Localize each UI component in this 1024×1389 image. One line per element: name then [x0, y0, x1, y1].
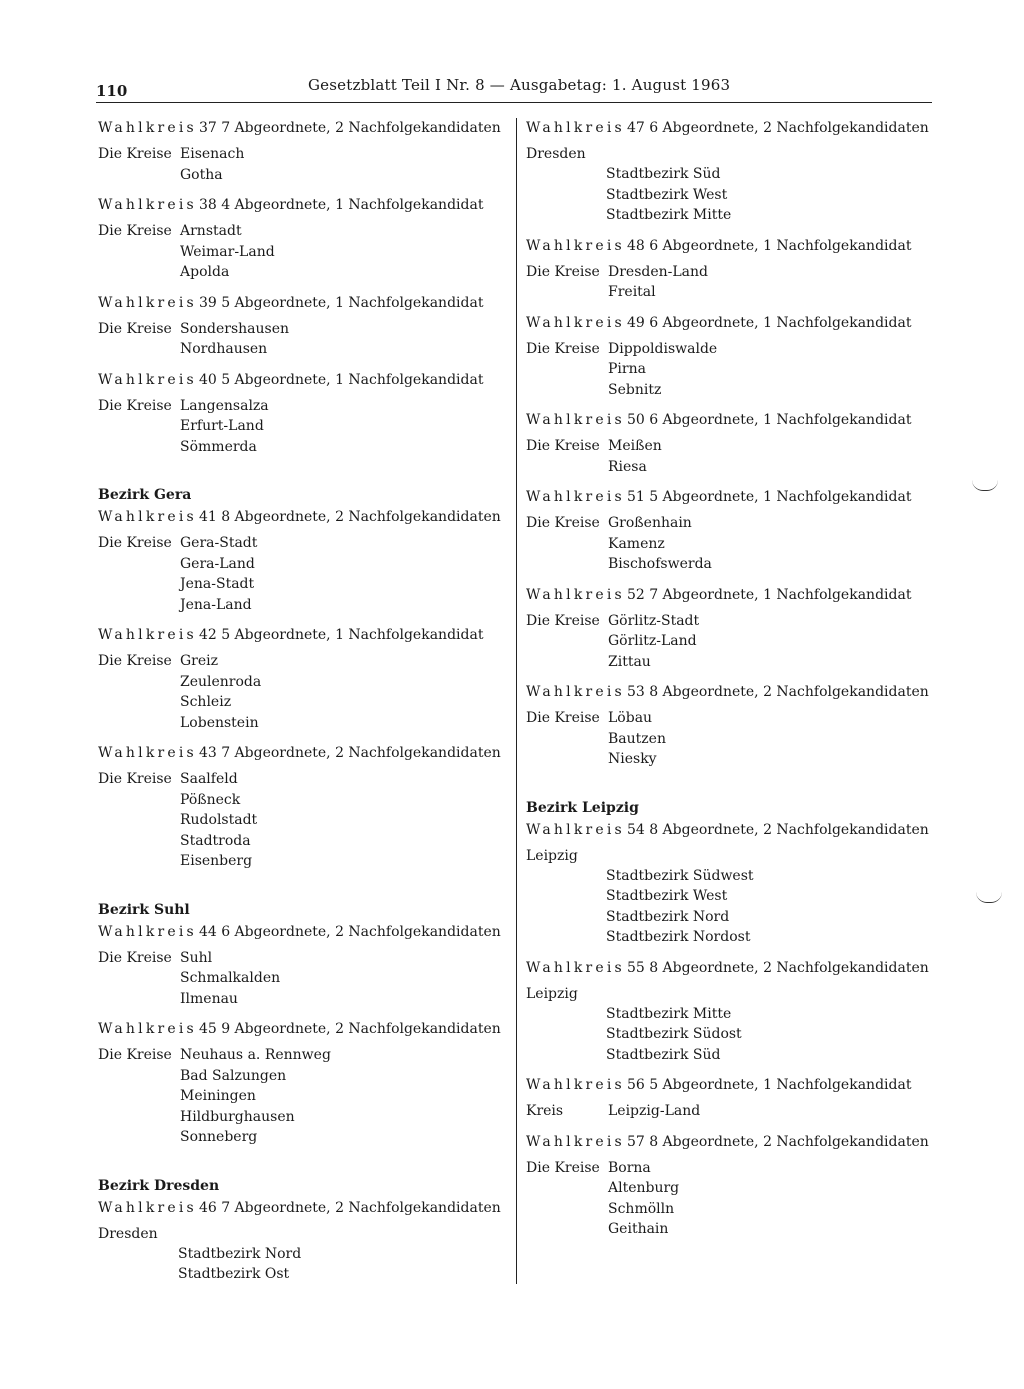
kreis-row	[526, 380, 946, 401]
wahlkreis-body	[526, 144, 946, 226]
stadtbezirk-name: Stadtbezirk Ost	[178, 1266, 290, 1282]
wahlkreis-body	[98, 221, 518, 283]
city-name: Leipzig	[526, 847, 578, 864]
kreis-row	[526, 513, 946, 534]
kreis-name: Sondershausen	[180, 320, 290, 337]
kreis-name: Geithain	[608, 1221, 669, 1237]
kreis-name: Gera-Stadt	[180, 535, 258, 551]
kreis-name: Borna	[608, 1159, 651, 1176]
kreis-name: Leipzig-Land	[608, 1103, 701, 1119]
wahlkreis-seats: 46 7 Abgeordnete, 2 Nachfolgekandidaten	[198, 1199, 501, 1216]
kreis-name: Ilmenau	[180, 990, 238, 1007]
margin-mark	[972, 480, 998, 491]
kreis-prefix: Die Kreise	[526, 710, 600, 726]
wahlkreis-block	[98, 118, 518, 185]
wahlkreis-seats: 56 5 Abgeordnete, 1 Nachfolgekandidat	[626, 1077, 912, 1093]
wahlkreis-block	[526, 313, 946, 401]
kreis-prefix-blank	[98, 692, 180, 713]
wahlkreis-heading	[526, 820, 946, 840]
wahlkreis-seats: 49 6 Abgeordnete, 1 Nachfolgekandidat	[626, 314, 912, 331]
kreis-prefix: Die Kreise	[526, 1159, 600, 1176]
wahlkreis-label: Wahlkreis	[98, 371, 197, 388]
wahlkreis-label: Wahlkreis	[526, 1133, 625, 1150]
stadtbezirk-name: Stadtbezirk Mitte	[606, 1005, 732, 1022]
stadtbezirk-name: Stadtbezirk Nordost	[606, 929, 751, 945]
wahlkreis-body	[98, 396, 518, 458]
kreis-prefix-blank	[526, 380, 608, 401]
kreis-name: Görlitz-Stadt	[608, 612, 700, 629]
kreis-row	[98, 651, 518, 672]
kreis-prefix: Die Kreise	[526, 340, 600, 357]
kreis-row	[526, 436, 946, 457]
kreis-prefix-blank	[526, 554, 608, 575]
wahlkreis-body	[98, 651, 518, 733]
kreis-prefix-blank	[98, 831, 180, 852]
wahlkreis-heading	[526, 313, 946, 333]
wahlkreis-seats: 55 8 Abgeordnete, 2 Nachfolgekandidaten	[626, 959, 929, 976]
kreis-name: Freital	[608, 284, 656, 300]
stadtbezirk-name: Stadtbezirk Süd	[606, 166, 721, 182]
kreis-row	[526, 457, 946, 478]
stadtbezirk-name: Stadtbezirk Nord	[606, 908, 730, 925]
wahlkreis-block	[98, 370, 518, 458]
stadtbezirk-name: Stadtbezirk Südwest	[606, 867, 754, 884]
wahlkreis-body	[98, 1045, 518, 1148]
kreis-row	[526, 749, 946, 770]
bezirk-heading: Bezirk Suhl	[98, 901, 190, 918]
kreis-row	[526, 1158, 946, 1179]
wahlkreis-block	[526, 487, 946, 575]
kreis-row	[98, 769, 518, 790]
stadtbezirk-name: Stadtbezirk Mitte	[606, 207, 732, 223]
kreis-prefix: Die Kreise	[526, 263, 600, 280]
wahlkreis-body	[526, 339, 946, 401]
wahlkreis-label: Wahlkreis	[98, 509, 197, 525]
wahlkreis-label: Wahlkreis	[98, 197, 197, 213]
kreis-row	[98, 144, 518, 165]
wahlkreis-heading	[526, 1132, 946, 1152]
kreis-prefix: Die Kreise	[98, 653, 172, 669]
kreis-prefix-blank	[526, 457, 608, 478]
city-name: Leipzig	[526, 985, 578, 1002]
kreis-name: Schmölln	[608, 1200, 675, 1217]
wahlkreis-block	[98, 1019, 518, 1148]
kreis-row	[98, 165, 518, 186]
wahlkreis-heading	[98, 370, 518, 390]
wahlkreis-seats: 42 5 Abgeordnete, 1 Nachfolgekandidat	[198, 627, 484, 643]
kreis-row	[526, 262, 946, 283]
kreis-name: Bautzen	[608, 730, 666, 747]
kreis-row	[526, 1101, 946, 1122]
margin-mark	[976, 892, 1002, 903]
kreis-row	[526, 554, 946, 575]
kreis-name: Bischofswerda	[608, 556, 712, 572]
kreis-name: Sömmerda	[180, 438, 257, 455]
wahlkreis-body	[98, 769, 518, 872]
kreis-name: Pößneck	[180, 791, 241, 808]
wahlkreis-body	[98, 319, 518, 360]
kreis-prefix-blank	[526, 652, 608, 673]
bezirk-heading: Bezirk Leipzig	[526, 799, 639, 816]
kreis-row	[98, 396, 518, 417]
kreis-row	[98, 831, 518, 852]
kreis-row	[98, 713, 518, 734]
city-name: Dresden	[526, 146, 586, 162]
wahlkreis-seats: 47 6 Abgeordnete, 2 Nachfolgekandidaten	[626, 120, 929, 136]
wahlkreis-block	[526, 820, 946, 948]
wahlkreis-heading	[98, 507, 518, 527]
wahlkreis-seats: 53 8 Abgeordnete, 2 Nachfolgekandidaten	[626, 684, 929, 700]
wahlkreis-heading	[98, 195, 518, 215]
column-divider	[516, 118, 517, 1284]
kreis-prefix-blank	[98, 554, 180, 575]
bezirk-heading: Bezirk Dresden	[98, 1177, 220, 1194]
page-header	[96, 74, 932, 103]
kreis-row	[98, 221, 518, 242]
kreis-row	[526, 339, 946, 360]
wahlkreis-label: Wahlkreis	[98, 923, 197, 940]
wahlkreis-body	[98, 144, 518, 185]
wahlkreis-block	[526, 236, 946, 303]
city-name: Dresden	[98, 1225, 158, 1242]
kreis-prefix-blank	[98, 790, 180, 811]
kreis-prefix-blank	[98, 851, 180, 872]
wahlkreis-body	[98, 948, 518, 1010]
wahlkreis-label: Wahlkreis	[526, 412, 625, 428]
kreis-name: Eisenberg	[180, 853, 253, 869]
header-title: Gesetzblatt Teil I Nr. 8 — Ausgabetag: 1. August 1963	[308, 76, 731, 94]
wahlkreis-seats: 43 7 Abgeordnete, 2 Nachfolgekandidaten	[198, 745, 501, 761]
wahlkreis-label: Wahlkreis	[526, 489, 625, 505]
kreis-prefix-blank	[98, 1107, 180, 1128]
kreis-name: Kamenz	[608, 535, 665, 552]
wahlkreis-block	[98, 507, 518, 615]
stadtbezirk-name: Stadtbezirk Süd	[606, 1046, 721, 1063]
wahlkreis-body	[98, 533, 518, 615]
kreis-name: Bad Salzungen	[180, 1067, 287, 1084]
stadtbezirk-name: Stadtbezirk Nord	[178, 1245, 302, 1262]
kreis-name: Hildburghausen	[180, 1108, 295, 1125]
wahlkreis-body	[526, 611, 946, 673]
wahlkreis-heading	[526, 682, 946, 702]
kreis-prefix-blank	[526, 1199, 608, 1220]
kreis-row	[98, 574, 518, 595]
kreis-name: Eisenach	[180, 146, 245, 162]
kreis-row	[98, 810, 518, 831]
kreis-row	[526, 652, 946, 673]
kreis-prefix: Die Kreise	[98, 146, 172, 162]
wahlkreis-label: Wahlkreis	[98, 627, 197, 643]
kreis-row	[526, 729, 946, 750]
wahlkreis-seats: 45 9 Abgeordnete, 2 Nachfolgekandidaten	[198, 1021, 501, 1037]
kreis-row	[98, 595, 518, 616]
kreis-prefix-blank	[526, 534, 608, 555]
kreis-row	[98, 1045, 518, 1066]
kreis-row	[98, 1107, 518, 1128]
wahlkreis-body	[526, 984, 946, 1066]
wahlkreis-body	[526, 708, 946, 770]
kreis-prefix-blank	[98, 989, 180, 1010]
kreis-prefix-blank	[98, 713, 180, 734]
kreis-prefix-blank	[526, 729, 608, 750]
right-column	[526, 118, 946, 1240]
wahlkreis-heading	[526, 118, 946, 138]
kreis-prefix-blank	[526, 1178, 608, 1199]
kreis-prefix: Die Kreise	[98, 535, 172, 551]
wahlkreis-block	[98, 195, 518, 283]
kreis-name: Meiningen	[180, 1088, 256, 1104]
kreis-name: Pirna	[608, 361, 646, 377]
kreis-name: Lobenstein	[180, 714, 259, 731]
wahlkreis-heading	[98, 118, 518, 138]
wahlkreis-label: Wahlkreis	[98, 745, 197, 761]
kreis-row	[98, 416, 518, 437]
wahlkreis-seats: 44 6 Abgeordnete, 2 Nachfolgekandidaten	[198, 923, 501, 940]
wahlkreis-label: Wahlkreis	[526, 586, 625, 603]
kreis-row	[98, 242, 518, 263]
kreis-name: Sonneberg	[180, 1129, 258, 1145]
kreis-row	[98, 533, 518, 554]
kreis-prefix: Die Kreise	[98, 320, 172, 337]
kreis-row	[526, 708, 946, 729]
kreis-name: Apolda	[180, 264, 230, 280]
wahlkreis-heading	[526, 410, 946, 430]
kreis-prefix: Die Kreise	[98, 397, 172, 414]
kreis-name: Neuhaus a. Rennweg	[180, 1047, 331, 1063]
kreis-prefix-blank	[98, 165, 180, 186]
kreis-prefix-blank	[98, 968, 180, 989]
kreis-row	[526, 359, 946, 380]
wahlkreis-label: Wahlkreis	[98, 294, 197, 311]
kreis-row	[98, 319, 518, 340]
kreis-row	[98, 1127, 518, 1148]
wahlkreis-block	[98, 922, 518, 1010]
kreis-prefix-blank	[98, 1086, 180, 1107]
kreis-prefix-blank	[98, 262, 180, 283]
wahlkreis-heading	[98, 293, 518, 313]
kreis-prefix-blank	[98, 1066, 180, 1087]
kreis-prefix: Kreis	[526, 1103, 564, 1119]
wahlkreis-seats: 41 8 Abgeordnete, 2 Nachfolgekandidaten	[198, 509, 501, 525]
wahlkreis-seats: 51 5 Abgeordnete, 1 Nachfolgekandidat	[626, 489, 912, 505]
wahlkreis-label: Wahlkreis	[98, 1199, 197, 1216]
stadtbezirk-list	[526, 866, 946, 948]
wahlkreis-body	[526, 262, 946, 303]
wahlkreis-block	[98, 1198, 518, 1285]
wahlkreis-heading	[526, 585, 946, 605]
kreis-prefix-blank	[98, 810, 180, 831]
kreis-name: Löbau	[608, 710, 653, 726]
wahlkreis-seats: 54 8 Abgeordnete, 2 Nachfolgekandidaten	[626, 821, 929, 838]
kreis-name: Gera-Land	[180, 555, 255, 572]
kreis-prefix: Die Kreise	[98, 223, 172, 239]
kreis-name: Dresden-Land	[608, 263, 709, 280]
kreis-name: Riesa	[608, 458, 647, 475]
kreis-name: Stadtroda	[180, 832, 251, 849]
wahlkreis-heading	[98, 1198, 518, 1218]
wahlkreis-heading	[526, 958, 946, 978]
kreis-name: Rudolstadt	[180, 812, 258, 828]
kreis-prefix-blank	[98, 1127, 180, 1148]
kreis-name: Görlitz-Land	[608, 633, 697, 649]
kreis-name: Nordhausen	[180, 341, 268, 357]
wahlkreis-body	[526, 1101, 946, 1122]
wahlkreis-label: Wahlkreis	[526, 120, 625, 136]
kreis-prefix-blank	[98, 242, 180, 263]
wahlkreis-block	[526, 958, 946, 1066]
kreis-name: Dippoldiswalde	[608, 340, 718, 357]
kreis-prefix: Die Kreise	[98, 1047, 172, 1063]
wahlkreis-block	[98, 625, 518, 733]
kreis-name: Erfurt-Land	[180, 418, 264, 434]
kreis-prefix: Die Kreise	[98, 771, 172, 787]
wahlkreis-heading	[98, 743, 518, 763]
kreis-row	[526, 534, 946, 555]
stadtbezirk-name: Stadtbezirk West	[606, 888, 728, 904]
wahlkreis-heading	[98, 1019, 518, 1039]
wahlkreis-block	[526, 1075, 946, 1122]
kreis-row	[526, 611, 946, 632]
kreis-prefix-blank	[98, 574, 180, 595]
stadtbezirk-list	[526, 1004, 946, 1066]
stadtbezirk-name: Stadtbezirk Südost	[606, 1026, 742, 1042]
kreis-name: Weimar-Land	[180, 243, 275, 260]
wahlkreis-block	[526, 410, 946, 477]
wahlkreis-heading	[98, 625, 518, 645]
wahlkreis-label: Wahlkreis	[526, 959, 625, 976]
kreis-prefix-blank	[526, 359, 608, 380]
kreis-row	[526, 1199, 946, 1220]
kreis-row	[98, 989, 518, 1010]
kreis-prefix: Die Kreise	[526, 612, 600, 629]
kreis-row	[526, 282, 946, 303]
wahlkreis-block	[526, 585, 946, 673]
wahlkreis-body	[526, 1158, 946, 1240]
kreis-prefix-blank	[98, 339, 180, 360]
wahlkreis-seats: 40 5 Abgeordnete, 1 Nachfolgekandidat	[198, 371, 484, 388]
kreis-name: Altenburg	[608, 1180, 680, 1196]
kreis-prefix-blank	[526, 631, 608, 652]
stadtbezirk-list	[526, 164, 946, 226]
kreis-prefix: Die Kreise	[526, 515, 600, 531]
kreis-name: Großenhain	[608, 515, 692, 531]
wahlkreis-seats: 37 7 Abgeordnete, 2 Nachfolgekandidaten	[198, 120, 501, 136]
kreis-name: Saalfeld	[180, 771, 238, 787]
kreis-name: Zittau	[608, 653, 651, 670]
kreis-prefix-blank	[526, 749, 608, 770]
kreis-name: Schmalkalden	[180, 970, 281, 986]
wahlkreis-heading	[526, 487, 946, 507]
kreis-row	[98, 1086, 518, 1107]
kreis-row	[98, 437, 518, 458]
wahlkreis-heading	[526, 236, 946, 256]
kreis-row	[98, 968, 518, 989]
kreis-name: Schleiz	[180, 694, 232, 710]
kreis-prefix-blank	[98, 437, 180, 458]
wahlkreis-label: Wahlkreis	[526, 821, 625, 838]
kreis-name: Arnstadt	[180, 223, 242, 239]
wahlkreis-seats: 39 5 Abgeordnete, 1 Nachfolgekandidat	[198, 294, 484, 311]
kreis-row	[98, 692, 518, 713]
kreis-prefix-blank	[526, 282, 608, 303]
kreis-row	[98, 339, 518, 360]
kreis-prefix-blank	[98, 672, 180, 693]
kreis-prefix-blank	[98, 595, 180, 616]
wahlkreis-label: Wahlkreis	[526, 237, 625, 254]
wahlkreis-heading	[98, 922, 518, 942]
left-column	[98, 118, 518, 1285]
kreis-name: Niesky	[608, 751, 657, 767]
wahlkreis-block	[526, 118, 946, 226]
wahlkreis-seats: 48 6 Abgeordnete, 1 Nachfolgekandidat	[626, 237, 912, 254]
kreis-row	[98, 672, 518, 693]
kreis-prefix-blank	[98, 416, 180, 437]
kreis-name: Jena-Stadt	[180, 576, 255, 592]
kreis-row	[98, 262, 518, 283]
kreis-prefix: Die Kreise	[98, 949, 172, 966]
kreis-name: Meißen	[608, 438, 662, 454]
kreis-name: Langensalza	[180, 397, 269, 414]
kreis-row	[98, 1066, 518, 1087]
kreis-name: Zeulenroda	[180, 673, 262, 690]
wahlkreis-body	[526, 846, 946, 948]
wahlkreis-seats: 50 6 Abgeordnete, 1 Nachfolgekandidat	[626, 412, 912, 428]
stadtbezirk-list	[98, 1244, 518, 1285]
kreis-name: Suhl	[180, 949, 213, 966]
wahlkreis-seats: 57 8 Abgeordnete, 2 Nachfolgekandidaten	[626, 1133, 929, 1150]
wahlkreis-label: Wahlkreis	[98, 1021, 197, 1037]
wahlkreis-body	[526, 513, 946, 575]
wahlkreis-block	[526, 682, 946, 770]
kreis-row	[98, 851, 518, 872]
wahlkreis-body	[526, 436, 946, 477]
kreis-row	[526, 1178, 946, 1199]
kreis-name: Gotha	[180, 166, 223, 183]
kreis-row	[98, 790, 518, 811]
wahlkreis-block	[98, 293, 518, 360]
kreis-prefix-blank	[526, 1219, 608, 1240]
page-number: 110	[96, 82, 128, 100]
kreis-row	[98, 948, 518, 969]
kreis-prefix: Die Kreise	[526, 438, 600, 454]
wahlkreis-block	[526, 1132, 946, 1240]
wahlkreis-label: Wahlkreis	[526, 1077, 625, 1093]
wahlkreis-label: Wahlkreis	[526, 684, 625, 700]
kreis-name: Sebnitz	[608, 381, 662, 398]
stadtbezirk-name: Stadtbezirk West	[606, 186, 728, 203]
bezirk-heading: Bezirk Gera	[98, 487, 192, 503]
wahlkreis-block	[98, 743, 518, 872]
wahlkreis-heading	[526, 1075, 946, 1095]
kreis-row	[526, 1219, 946, 1240]
kreis-name: Jena-Land	[180, 596, 252, 613]
wahlkreis-label: Wahlkreis	[526, 314, 625, 331]
kreis-row	[98, 554, 518, 575]
wahlkreis-seats: 38 4 Abgeordnete, 1 Nachfolgekandidat	[198, 197, 484, 213]
wahlkreis-label: Wahlkreis	[98, 120, 197, 136]
wahlkreis-seats: 52 7 Abgeordnete, 1 Nachfolgekandidat	[626, 586, 912, 603]
wahlkreis-body	[98, 1224, 518, 1285]
kreis-row	[526, 631, 946, 652]
kreis-name: Greiz	[180, 653, 219, 669]
